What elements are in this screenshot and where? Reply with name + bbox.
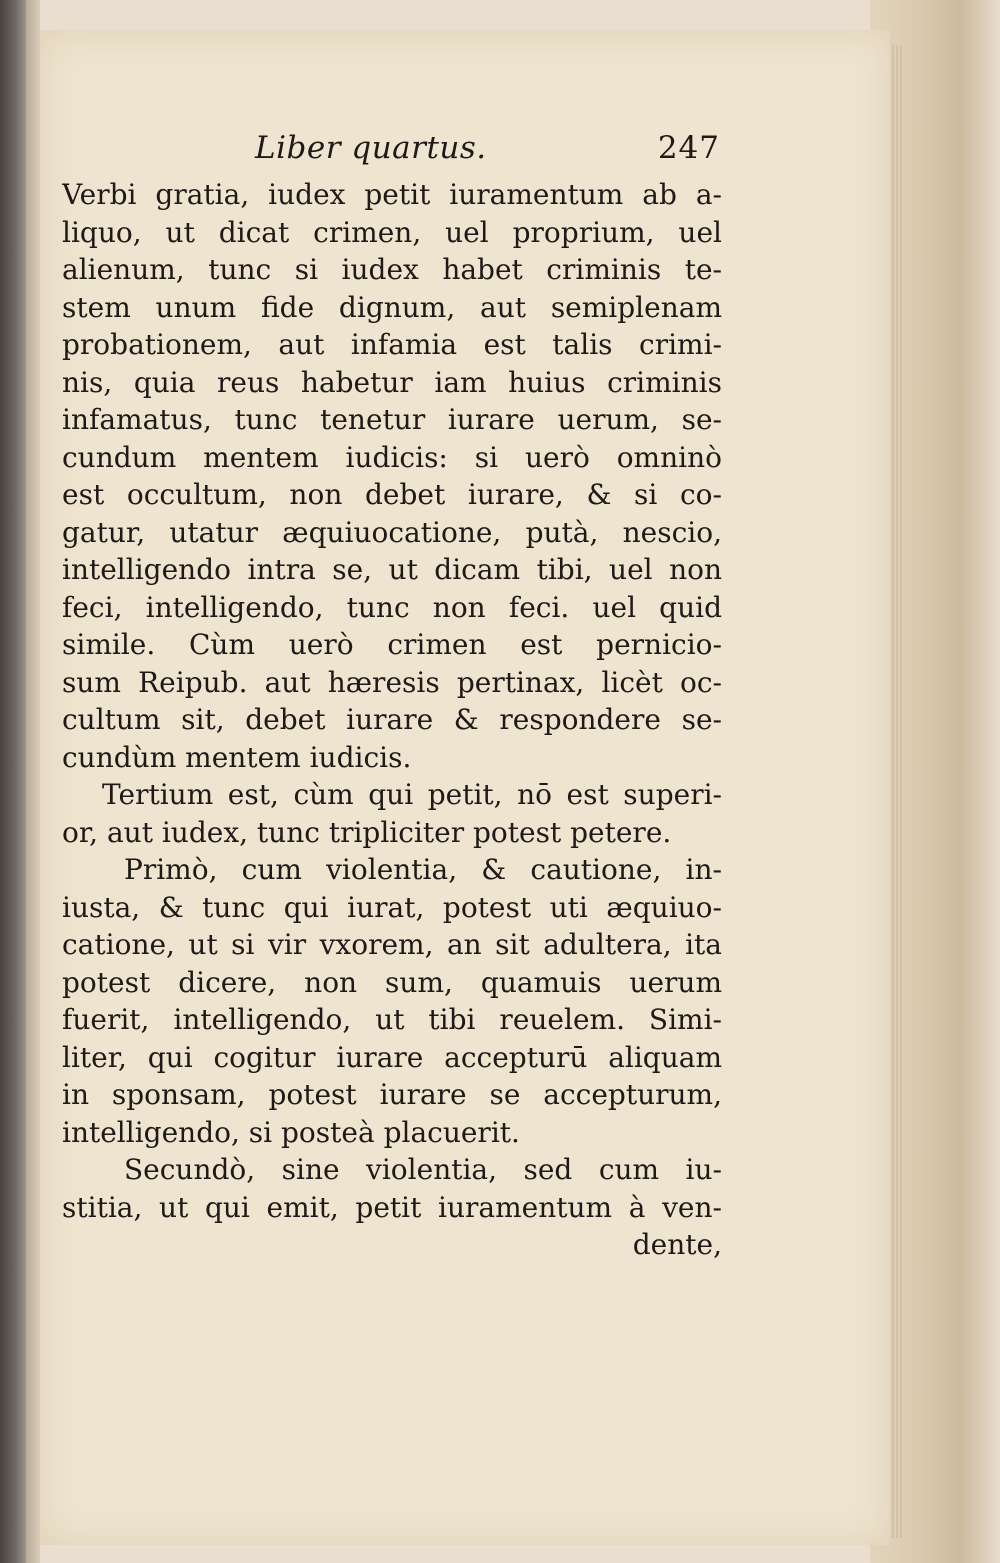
book-binding <box>0 0 26 1563</box>
text-line: stitia, ut qui emit, petit iuramentum à ven- <box>62 1190 722 1224</box>
binding-edge <box>26 0 40 1563</box>
text-line: in sponsam, potest iurare se accepturum, <box>62 1078 722 1111</box>
text-line: infamatus, tunc tenetur iurare uerum, se- <box>62 403 722 436</box>
text-line: cultum sit, debet iurare & respondere se- <box>62 703 722 736</box>
text-line: feci, intelligendo, tunc non feci. uel quid <box>62 590 722 624</box>
text-line: alienum, tunc si iudex habet criminis te- <box>62 253 722 286</box>
text-line: potest dicere, non sum, quamuis uerum <box>62 965 722 999</box>
text-line: sum Reipub. aut hæresis pertinax, licèt oc- <box>62 665 722 699</box>
text-line: probationem, aut infamia est talis crimi- <box>62 328 722 361</box>
text-line: liter, qui cogitur iurare accepturū aliquam <box>62 1040 722 1074</box>
text-line: or, aut iudex, tunc tripliciter potest petere. <box>62 815 672 849</box>
text-line: Verbi gratia, iudex petit iuramentum ab a- <box>62 178 722 211</box>
body-text <box>62 176 722 1264</box>
text-line: catione, ut si vir vxorem, an sit adultera, ita <box>62 928 722 961</box>
paragraph-start-line: Primò, cum violentia, & cautione, in- <box>124 853 722 886</box>
text-line: intelligendo intra se, ut dicam tibi, uel non <box>62 553 722 586</box>
catchword: dente, <box>632 1228 722 1261</box>
text-line: cundùm mentem iudicis. <box>62 740 412 774</box>
text-line: est occultum, non debet iurare, & si co- <box>62 478 722 511</box>
text-line: fuerit, intelligendo, ut tibi reuelem. Simi- <box>62 1003 722 1036</box>
text-line: iusta, & tunc qui iurat, potest uti æquiuo- <box>62 890 722 924</box>
text-line: stem unum fide dignum, aut semiplenam <box>62 290 722 324</box>
text-line: gatur, utatur æquiuocatione, putà, nescio, <box>62 515 722 549</box>
paragraph-start-line: Tertium est, cùm qui petit, nō est superi- <box>102 778 722 811</box>
page-number: 247 <box>657 130 720 166</box>
text-line: liquo, ut dicat crimen, uel proprium, uel <box>62 215 722 249</box>
text-line: cundum mentem iudicis: si uerò omninò <box>62 440 722 474</box>
text-line: nis, quia reus habetur iam huius criminis <box>62 365 722 399</box>
text-line: simile. Cùm uerò crimen est pernicio- <box>62 628 722 661</box>
paragraph-start-line: Secundò, sine violentia, sed cum iu- <box>124 1153 722 1186</box>
page-header <box>255 130 720 174</box>
running-title: Liber quartus. <box>255 130 487 166</box>
text-line: intelligendo, si posteà placuerit. <box>62 1115 520 1149</box>
